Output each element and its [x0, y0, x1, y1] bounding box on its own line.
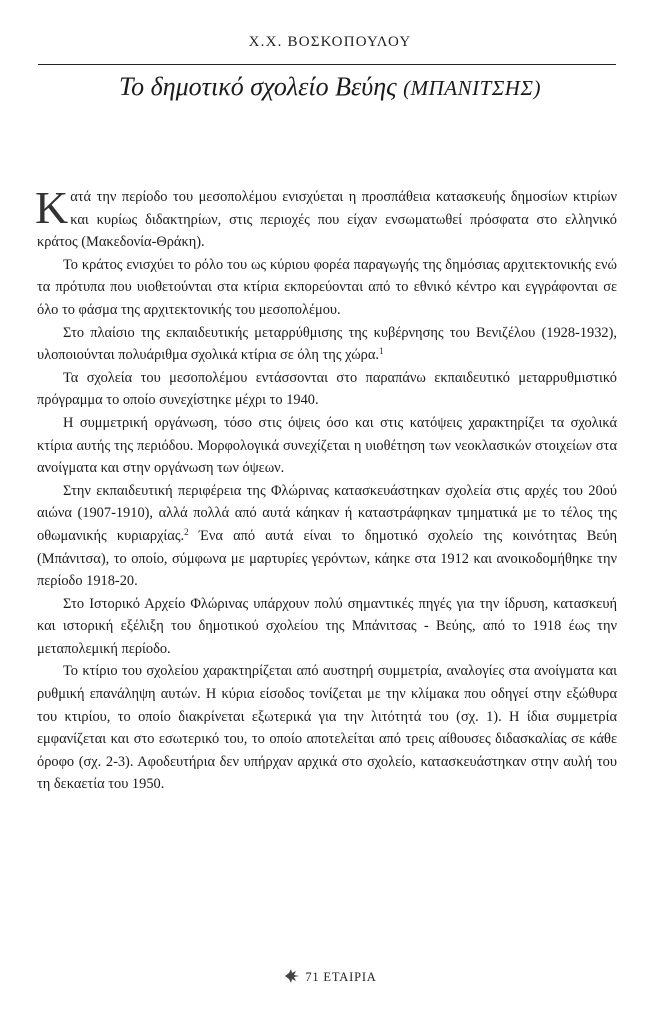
page-footer — [0, 968, 660, 985]
page-number: 71 — [305, 970, 320, 984]
paragraph-5: Η συμμετρική οργάνωση, τόσο στις όψεις όσο και στις κατόψεις χαρακτηρίζει τα σχολικά κτίρια αυτής της περιόδου. Μορφολογικά συνεχίζεται η υιοθέτηση των νεοκλασικών στοιχείων στα ανοίγματα και στην οργάνωση των όψεων. — [37, 414, 617, 477]
article-title-parenthetical: (ΜΠΑΝΙΤΣΗΣ) — [403, 76, 541, 100]
footnote-ref-1: 1 — [378, 346, 384, 357]
publication-name: ΕΤΑΙΡΙΑ — [323, 970, 377, 984]
paragraph-6-text-a: Στην εκπαιδευτική περιφέρεια της Φλώρινας κατασκευάστηκαν σχολεία στις αρχές του 20ού αιώνα (1907-1910), αλλά πολλά από αυτά κάηκαν ή καταστράφηκαν τμηματικά με το τέλος της οθωμανικής κυριαρχίας. — [37, 482, 617, 544]
paragraph-7: Στο Ιστορικό Αρχείο Φλώρινας υπάρχουν πολύ σημαντικές πηγές για την ίδρυση, κατασκευή και ιστορική εξέλιξη του δημοτικού σχολείου της Μπάνιτσας - Βεύης, από το 1918 έως την μεταπολεμική περίοδο. — [37, 595, 617, 657]
drop-cap: Κ — [35, 182, 69, 233]
paragraph-1-text: ατά την περίοδο του μεσοπολέμου ενισχύεται η προσπάθεια κατασκευής δημοσίων κτιρίων και κυρίως διδακτηρίων, στις περιοχές που είχαν ενσωματωθεί πρόσφατα στο ελληνικό κράτος (Μακεδονία-Θράκη). — [37, 189, 617, 251]
paragraph-3-text: Στο πλαίσιο της εκπαιδευτικής μεταρρύθμισης της κυβέρνησης του Βενιζέλου (1928-1932), υλοποιούνται πολυάριθμα σχολικά κτίρια σε όλη της χώρα. — [37, 324, 617, 364]
article-title-main: Το δημοτικό σχολείο Βεύης — [119, 72, 397, 101]
bird-emblem-icon — [283, 968, 301, 984]
paragraph-8: Το κτίριο του σχολείου χαρακτηρίζεται από αυστηρή συμμετρία, αναλογίες στα ανοίγματα και ρυθμική επανάληψη αυτών. Η κύρια είσοδος τονίζεται με την κλίμακα που οδηγεί στην εξώθυρα του κτιρίου, το οποίο διακρίνεται εξωτερικά για την λιτότητά του (σχ. 1). Η ίδια συμμετρία εμφανίζεται και στο εσωτερικό του, το οποίο αποτελείται από τρεις αίθουσες διδασκαλίας σε κάθε όροφο (σχ. 2-3). Αφοδευτήρια δεν υπήρχαν αρχικά στο σχολείο, κατασκευάστηκαν στην αυλή του τη δεκαετία του 1950. — [37, 663, 617, 793]
paragraph-6 — [37, 480, 617, 593]
footnote-ref-2: 2 — [184, 526, 189, 537]
article-body — [35, 182, 617, 796]
article-title — [0, 70, 660, 105]
paragraph-1 — [35, 182, 617, 254]
author-name: Χ.Χ. ΒΟΣΚΟΠΟΥΛΟΥ — [248, 34, 412, 50]
paragraph-2: Το κράτος ενισχύει το ρόλο του ως κύριου φορέα παραγωγής της δημόσιας αρχιτεκτονικής ενώ τα πρότυπα που υιοθετούνται στα κτίρια εκπορεύονται από το εθνικό κέντρο και εγγράφονται σε όλο το φάσμα της αρχιτεκτονικής του μεσοπολέμου. — [37, 256, 617, 318]
paragraph-6-text-b: Ένα από αυτά είναι το δημοτικό σχολείο της κοινότητας Βεύη (Μπάνιτσα), το οποίο, σύμφωνα με μαρτυρίες γερόντων, κάηκε στα 1912 και ανοικοδομήθηκε την περίοδο 1918-20. — [37, 527, 617, 590]
paragraph-4: Τα σχολεία του μεσοπολέμου εντάσσονται στο παραπάνω εκπαιδευτικό μεταρρυθμιστικό πρόγραμμα το οποίο συνεχίστηκε μέχρι το 1940. — [37, 369, 617, 409]
paragraph-3 — [37, 322, 617, 367]
title-rule — [38, 64, 616, 65]
